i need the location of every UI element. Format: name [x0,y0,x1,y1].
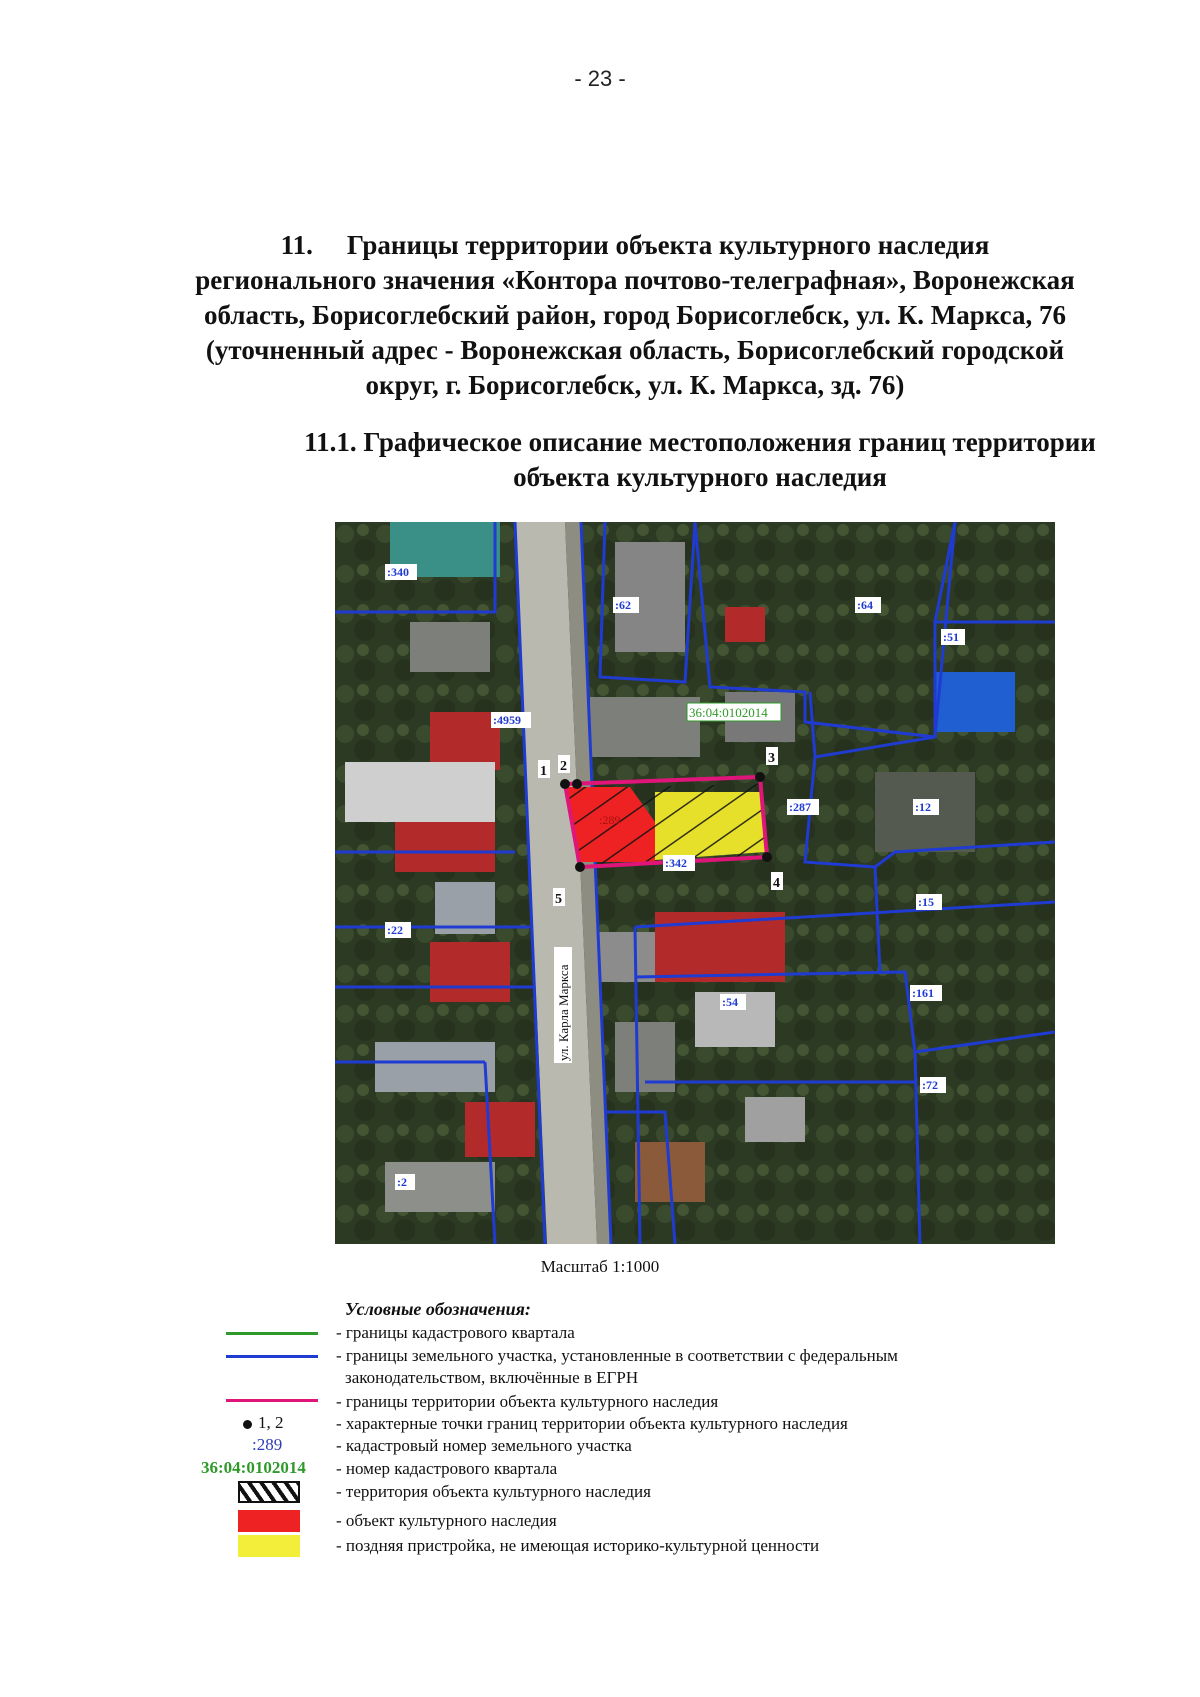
legend-heritage-border-text: - границы территории объекта культурного наследия [336,1392,719,1411]
boundary-point-2 [572,779,582,789]
heading-line-5: округ, г. Борисоглебск, ул. К. Маркса, зд. 76) [365,370,905,400]
parcel-label-51: :51 [943,630,959,644]
quarter-number-sample: 36:04:0102014 [201,1458,306,1477]
parcel-label-54: :54 [722,995,738,1009]
parcel-label-289: :289 [599,813,621,827]
hatch-swatch [238,1481,300,1503]
points-sample [243,1413,284,1433]
heritage-border-swatch [226,1399,318,1402]
legend-heritage-territory-text: - территория объекта культурного наследия [336,1482,651,1501]
boundary-point-3 [755,772,765,782]
parcel-label-72: :72 [922,1078,938,1092]
heading-line-1: Границы территории объекта культурного наследия [346,230,990,260]
parcel-label-342: :342 [665,856,687,870]
point-dot-icon [243,1420,252,1429]
parcel-label-22: :22 [387,923,403,937]
heritage-object-swatch [238,1510,300,1532]
boundary-point-1 [560,779,570,789]
heading-line-4: (уточненный адрес - Воронежская область, Борисоглебский городской [205,335,1065,365]
parcel-label-161: :161 [912,986,934,1000]
aerial-map [335,522,1055,1244]
legend-quarter-border-text: - границы кадастрового квартала [336,1323,575,1342]
parcel-label-4959: :4959 [493,713,521,727]
point-label-2: 2 [560,759,567,774]
page-number: - 23 - [574,66,626,91]
parcel-label-15: :15 [918,895,934,909]
parcel-label-340: :340 [387,565,409,579]
legend-quarter-number-text: - номер кадастрового квартала [336,1459,558,1478]
point-label-4: 4 [773,876,780,891]
heading-line-2: регионального значения «Контора почтово-телеграфная», Воронежская [195,265,1075,295]
point-label-3: 3 [768,751,775,766]
late-extension-swatch [238,1535,300,1557]
legend-parcel-number-text: - кадастровый номер земельного участка [336,1436,632,1455]
legend-late-extension-text: - поздняя пристройка, не имеющая историко-культурной ценности [336,1536,820,1555]
parcel-number-sample: :289 [252,1435,283,1454]
plot-border-swatch [226,1355,318,1358]
heritage-territory-hatch [565,784,767,867]
quarter-border-swatch [226,1332,318,1335]
quarter-label: 36:04:0102014 [689,705,768,720]
parcel-label-2: :2 [397,1175,407,1189]
subsection-heading [250,425,1150,495]
point-label-1: 1 [540,764,547,779]
legend-points-text: - характерные точки границ территории объекта культурного наследия [336,1414,848,1433]
legend-plot-border-text-1: - границы земельного участка, установленные в соответствии с федеральным [336,1346,898,1365]
map-scale: Масштаб 1:1000 [540,1257,660,1276]
legend-heritage-object-text: - объект культурного наследия [336,1511,557,1530]
parcel-label-287: :287 [789,800,811,814]
point-label-5: 5 [555,892,562,907]
points-sample-text: 1, 2 [258,1413,284,1432]
parcel-label-12: :12 [915,800,931,814]
heading-line-3: область, Борисоглебский район, город Борисоглебск, ул. К. Маркса, 76 [204,300,1066,330]
parcel-label-64: :64 [857,598,873,612]
parcel-label-62: :62 [615,598,631,612]
subheading-line-1: 11.1. Графическое описание местоположения границ территории [304,427,1096,457]
legend-plot-border-text-2: законодательством, включённые в ЕГРН [345,1368,639,1387]
section-number: 11. [280,230,313,260]
legend-title: Условные обозначения: [345,1299,531,1319]
boundary-point-5 [575,862,585,872]
subheading-line-2: объекта культурного наследия [513,462,887,492]
section-heading [190,228,1080,403]
boundary-point-4 [762,852,772,862]
street-label: ул. Карла Маркса [556,964,571,1061]
